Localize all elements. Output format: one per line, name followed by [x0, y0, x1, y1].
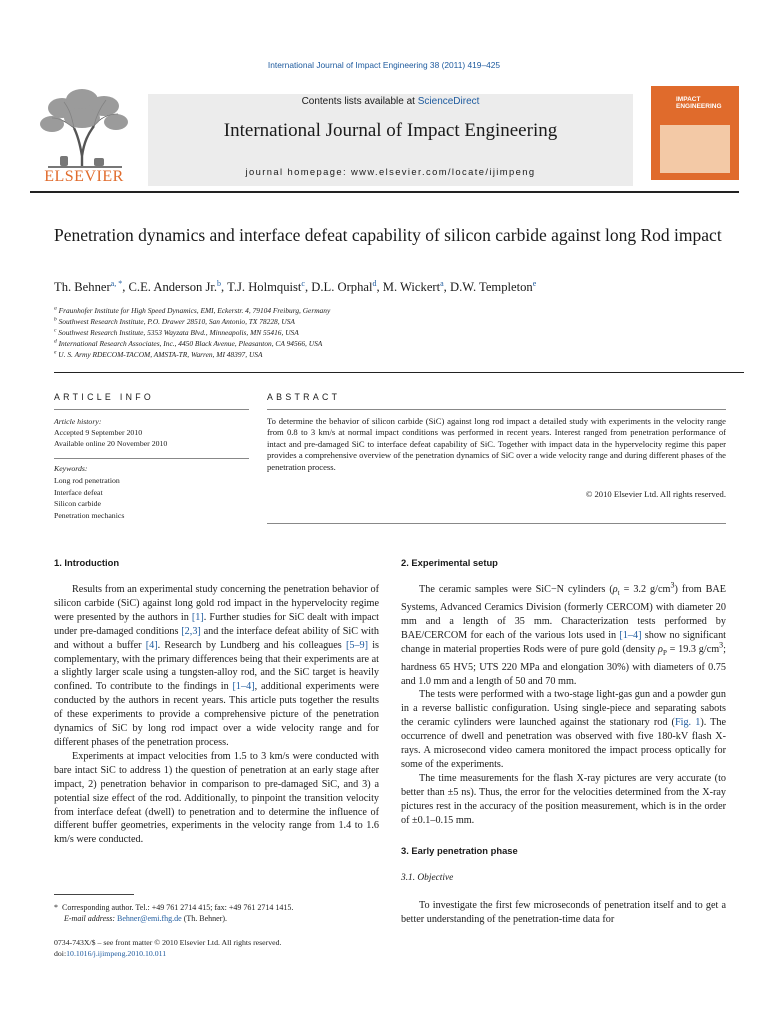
author-affiliation-marker[interactable]: d: [372, 278, 377, 288]
reference-link[interactable]: [1–4]: [232, 681, 255, 693]
journal-title: International Journal of Impact Engineering: [223, 120, 558, 141]
abstract-bottom-rule: [267, 523, 726, 524]
abstract-copyright: © 2010 Elsevier Ltd. All rights reserved.: [585, 489, 726, 499]
section-heading-early-penetration: 3. Early penetration phase: [401, 845, 518, 856]
reference-link[interactable]: [4]: [145, 639, 158, 651]
footnote-rule: [54, 894, 134, 895]
affiliation-list: [54, 305, 744, 360]
objective-body: [401, 899, 726, 927]
reference-link[interactable]: [5–9]: [345, 639, 369, 651]
keyword: Interface defeat: [54, 487, 103, 497]
author-name: Th. Behner: [54, 280, 111, 294]
doi-prefix: doi:: [54, 949, 67, 958]
introduction-paragraph-2: Experiments at impact velocities from 1.5 to 3 km/s were conducted with bare intact SiC to address 1) the question of penetration at an early stage after impact, 2) penetration behavior in comparison to pre-damaged SiC, and 3) a potential size effect of the rod. Additionally, to pinpoint the transition velocity from interface defeat (dwell) to penetration and to determine the influence of different buffer geometries, experiments in the velocity range from 1.4 to 1.6 km/s were conducted.: [54, 750, 379, 846]
affiliation-rule: [54, 372, 744, 373]
sciencedirect-link[interactable]: ScienceDirect: [417, 96, 480, 107]
corresponding-author-footnote: [54, 902, 379, 924]
history-accepted: Accepted 9 September 2010: [54, 428, 143, 437]
reference-link[interactable]: [1]: [191, 611, 204, 623]
setup-paragraph-2: The tests were performed with a two-stage light-gas gun and a powder gun in a reverse ballistic configuration. Using single-piece and separating sabots the ceramic cylinders were launched against the stationary rod (Fig. 1). The occurrence of dwell and penetration was observed with five 180-kV flash X-rays. A microsecond video camera monitored the impact process optically for some of the experiments.: [401, 689, 727, 770]
article-info-heading: ARTICLE INFO: [54, 392, 155, 402]
author-affiliation-marker[interactable]: a: [440, 278, 444, 288]
issn-line: 0734-743X/$ – see front matter © 2010 Elsevier Ltd. All rights reserved.: [54, 938, 282, 947]
contents-available-line: [148, 96, 633, 107]
author-name: D.L. Orphal: [311, 280, 373, 294]
journal-cover-title: IMPACT ENGINEERING: [676, 96, 722, 110]
email-link[interactable]: Behner@emi.fhg.de: [117, 914, 182, 923]
subscript: t: [617, 589, 620, 598]
email-suffix: (Th. Behner).: [181, 914, 228, 923]
setup-paragraph-1: The ceramic samples were SiC−N cylinders ($\rho_t = 3.2$ $g/cm^3$) from BAE Systems, Advanced Ceramics Division (formerly CERCOM) with diameter 20 mm and a length of 35 mm. Characterization tests performed by BAE/CERCOM for each of the various lots used in [1–4] show no significant change in material properties Rods were of pure gold (density $\rho_P = 19.3$ $g/cm^3$; hardness 65 HV5; UTS 220 MPa and elongation 30%) with diameters of 0.75 and 1.0 mm and a length of 50 and 70 mm.: [401, 580, 727, 687]
objective-paragraph-1: To investigate the first few microseconds of penetration itself and to get a better understanding of the penetration-time data for: [401, 900, 726, 925]
introduction-body: [54, 583, 379, 847]
elsevier-wordmark: ELSEVIER: [44, 168, 124, 185]
contents-prefix: Contents lists available at: [301, 96, 418, 107]
affiliation: $^d$ International Research Associates, Inc., 4450 Black Avenue, Pleasanton, CA 94566, USA: [54, 338, 323, 348]
keywords-label: Keywords:: [54, 464, 88, 473]
keywords-rule: [54, 458, 249, 459]
section-heading-introduction: 1. Introduction: [54, 557, 120, 568]
author-affiliation-marker[interactable]: c: [301, 278, 305, 288]
history-online: Available online 20 November 2010: [54, 438, 168, 448]
reference-link[interactable]: Fig. 1: [674, 717, 701, 729]
masthead-rule: [30, 191, 739, 193]
section-heading-experimental-setup: 2. Experimental setup: [401, 557, 498, 568]
journal-citation[interactable]: International Journal of Impact Engineering 38 (2011) 419–425: [267, 60, 501, 70]
superscript: 3: [670, 580, 675, 590]
setup-paragraph-3: The time measurements for the flash X-ray pictures are very accurate (to better than ±5 ns). Thus, the error for the velocities determined from the X-ray pictures rest in the accuracy of the position measurement, which is in the order of ±0.1–0.15 mm.: [401, 772, 726, 826]
email-label: E-mail address:: [64, 914, 118, 923]
abstract-rule: [267, 409, 726, 410]
affiliation-key: c: [54, 327, 57, 334]
keywords-list: [54, 475, 124, 521]
affiliation-key: a: [54, 305, 57, 312]
article-info-rule: [54, 409, 249, 410]
abstract-heading: ABSTRACT: [267, 392, 341, 402]
symbol: ρ: [658, 643, 663, 655]
author-affiliation-marker[interactable]: a, *: [110, 278, 123, 288]
reference-link[interactable]: [2,3]: [181, 625, 201, 637]
journal-homepage[interactable]: journal homepage: www.elsevier.com/locate/ijimpeng: [245, 166, 536, 177]
affiliation: $^e$ U. S. Army RDECOM-TACOM, AMSTA-TR, Warren, MI 48397, USA: [54, 349, 263, 359]
keyword: Long rod penetration: [54, 476, 120, 485]
affiliation: $^b$ Southwest Research Institute, P.O. Drawer 28510, San Antonio, TX 78228, USA: [54, 316, 295, 326]
keyword: Silicon carbide: [54, 499, 101, 508]
symbol: ρ: [612, 584, 618, 595]
article-history-label: Article history:: [54, 417, 102, 426]
author-affiliation-marker[interactable]: e: [532, 278, 537, 288]
author-affiliation-marker[interactable]: b: [217, 278, 222, 288]
superscript: 3: [719, 640, 724, 650]
affiliation: $^c$ Southwest Research Institute, 5353 Wayzata Blvd., Minneapolis, MN 55416, USA: [54, 327, 299, 337]
footnote-marker: *: [54, 903, 58, 912]
affiliation: $^a$ Fraunhofer Institute for High Speed Dynamics, EMI, Eckerstr. 4, 79104 Freiburg, Germany: [54, 305, 331, 315]
affiliation-key: e: [54, 349, 57, 356]
introduction-paragraph-1: Results from an experimental study concerning the penetration behavior of silicon carbide (SiC) against long gold rod impact in the hypervelocity regime were presented by the authors in [1]. Further studies for SiC dealt with impact under pre-damaged conditions [2,3] and the interface defeat ability of SiC with and without a buffer [4]. Research by Lundberg and his colleagues [5–9] is complementary, with the primary differences being that their experiments are at a slightly larger scale using a tungsten-alloy rod, and the SiC target is heavily confined. To contribute to the findings in [1–4], additional experiments were conducted by the authors in recent years. This article puts together the results of these experiments to provide a comprehensive picture of the penetration dynamics of SiC by long rod impact over a wide velocity range and for different phases of the penetration process.: [54, 584, 380, 748]
keyword: Penetration mechanics: [54, 510, 125, 520]
affiliation-key: b: [54, 316, 57, 323]
experimental-setup-body: [401, 580, 727, 827]
front-matter: [54, 937, 379, 959]
subscript: P: [662, 648, 667, 657]
author-name: T.J. Holmquist: [227, 280, 302, 294]
author-name: M. Wickert: [382, 280, 441, 294]
author-name: C.E. Anderson Jr.: [128, 280, 218, 294]
corresponding-author: Corresponding author. Tel.: +49 761 2714 415; fax: +49 761 2714 1415.: [62, 903, 294, 912]
subsection-heading-objective: 3.1. Objective: [401, 873, 454, 883]
journal-cover-panel: [660, 125, 730, 173]
affiliation-key: d: [54, 338, 57, 345]
author-name: D.W. Templeton: [449, 280, 533, 294]
doi-link[interactable]: 10.1016/j.ijimpeng.2010.10.011: [66, 949, 167, 958]
reference-link[interactable]: [1–4]: [619, 629, 642, 641]
author-list: Th. Behner$^{a, *}$, C.E. Anderson Jr.$^b$, T.J. Holmquist$^c$, D.L. Orphal$^d$, M. Wickert$^a$, D.W. Templeton$^e$: [54, 278, 537, 294]
abstract-text: To determine the behavior of silicon carbide (SiC) against long rod impact a detailed study with experiments in the velocity range from 0.8 to 3 km/s at normal impact conditions was performed in recent years. Interest ranged from penetration performance of intact and pre-damaged SiC to interface defeat capability of SiC. Together with impact data in the hypervelocity regime this paper provides a comprehensive overview of the penetration dynamics of SiC over a wide velocity range and during different phases of the penetration process.: [267, 416, 726, 472]
article-history: [54, 428, 167, 449]
article-title: Penetration dynamics and interface defeat capability of silicon carbide against long Rod impact: [54, 225, 722, 245]
